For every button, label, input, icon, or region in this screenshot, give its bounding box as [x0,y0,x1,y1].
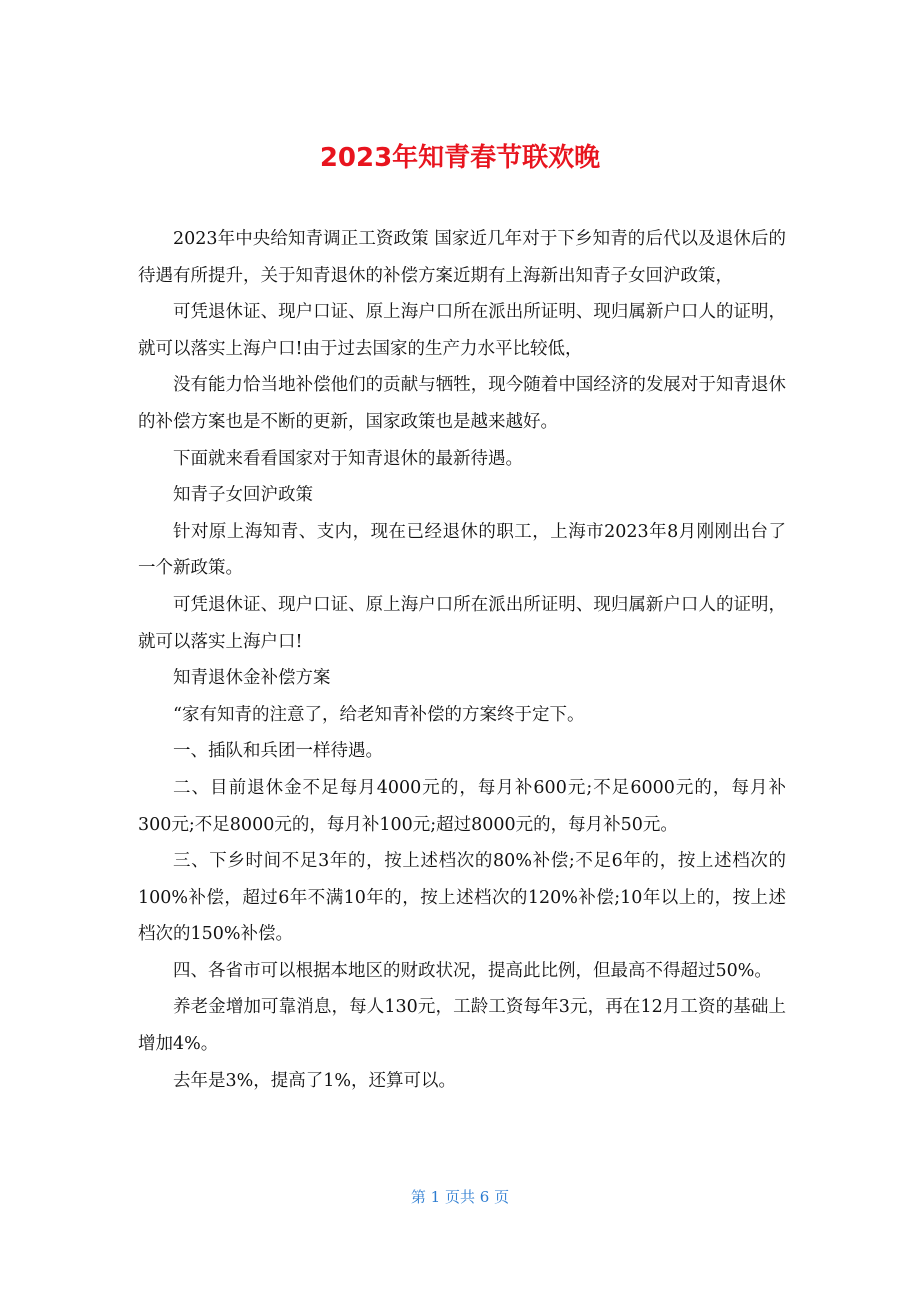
paragraph: 去年是3%，提高了1%，还算可以。 [173,1070,457,1091]
list-item: 一、插队和兵团一样待遇。 [173,741,383,762]
paragraph: 养老金增加可靠消息，每人130元，工龄工资每年3元，再在12月工资的基础上增加4%。 [138,997,786,1055]
paragraph: 下面就来看看国家对于知青退休的最新待遇。 [173,448,523,469]
document-title: 2023年知青春节联欢晚 [319,143,601,173]
paragraph: 2023年中央给知青调正工资政策 国家近几年对于下乡知青的后代以及退休后的待遇有所提升，关于知青退休的补偿方案近期有上海新出知青子女回沪政策， [138,229,786,286]
paragraph: 没有能力恰当地补偿他们的贡献与牺牲，现今随着中国经济的发展对于知青退休的补偿方案也是不断的更新，国家政策也是越来越好。 [138,375,786,432]
list-item: 三、下乡时间不足3年的，按上述档次的80%补偿;不足6年的，按上述档次的100%补偿，超过6年不满10年的，按上述档次的120%补偿;10年以上的，按上述档次的150%补偿。 [138,851,786,945]
paragraph: 可凭退休证、现户口证、原上海户口所在派出所证明、现归属新户口人的证明，就可以落实上海户口! [138,594,786,652]
paragraph: 针对原上海知青、支内，现在已经退休的职工，上海市2023年8月刚刚出台了一个新政策。 [138,521,786,579]
section-heading: 知青子女回沪政策 [173,485,313,506]
page-number-footer: 第 1 页共 6 页 [410,1188,510,1206]
paragraph: “家有知青的注意了，给老知青补偿的方案终于定下。 [173,704,585,725]
section-heading: 知青退休金补偿方案 [173,668,331,689]
document-body [138,221,786,1099]
list-item: 四、各省市可以根据本地区的财政状况，提高此比例，但最高不得超过50%。 [173,960,772,981]
list-item: 二、目前退休金不足每月4000元的，每月补600元;不足6000元的，每月补300元;不足8000元的，每月补100元;超过8000元的，每月补50元。 [138,777,786,835]
paragraph: 可凭退休证、现户口证、原上海户口所在派出所证明、现归属新户口人的证明，就可以落实上海户口!由于过去国家的生产力水平比较低， [138,302,786,359]
